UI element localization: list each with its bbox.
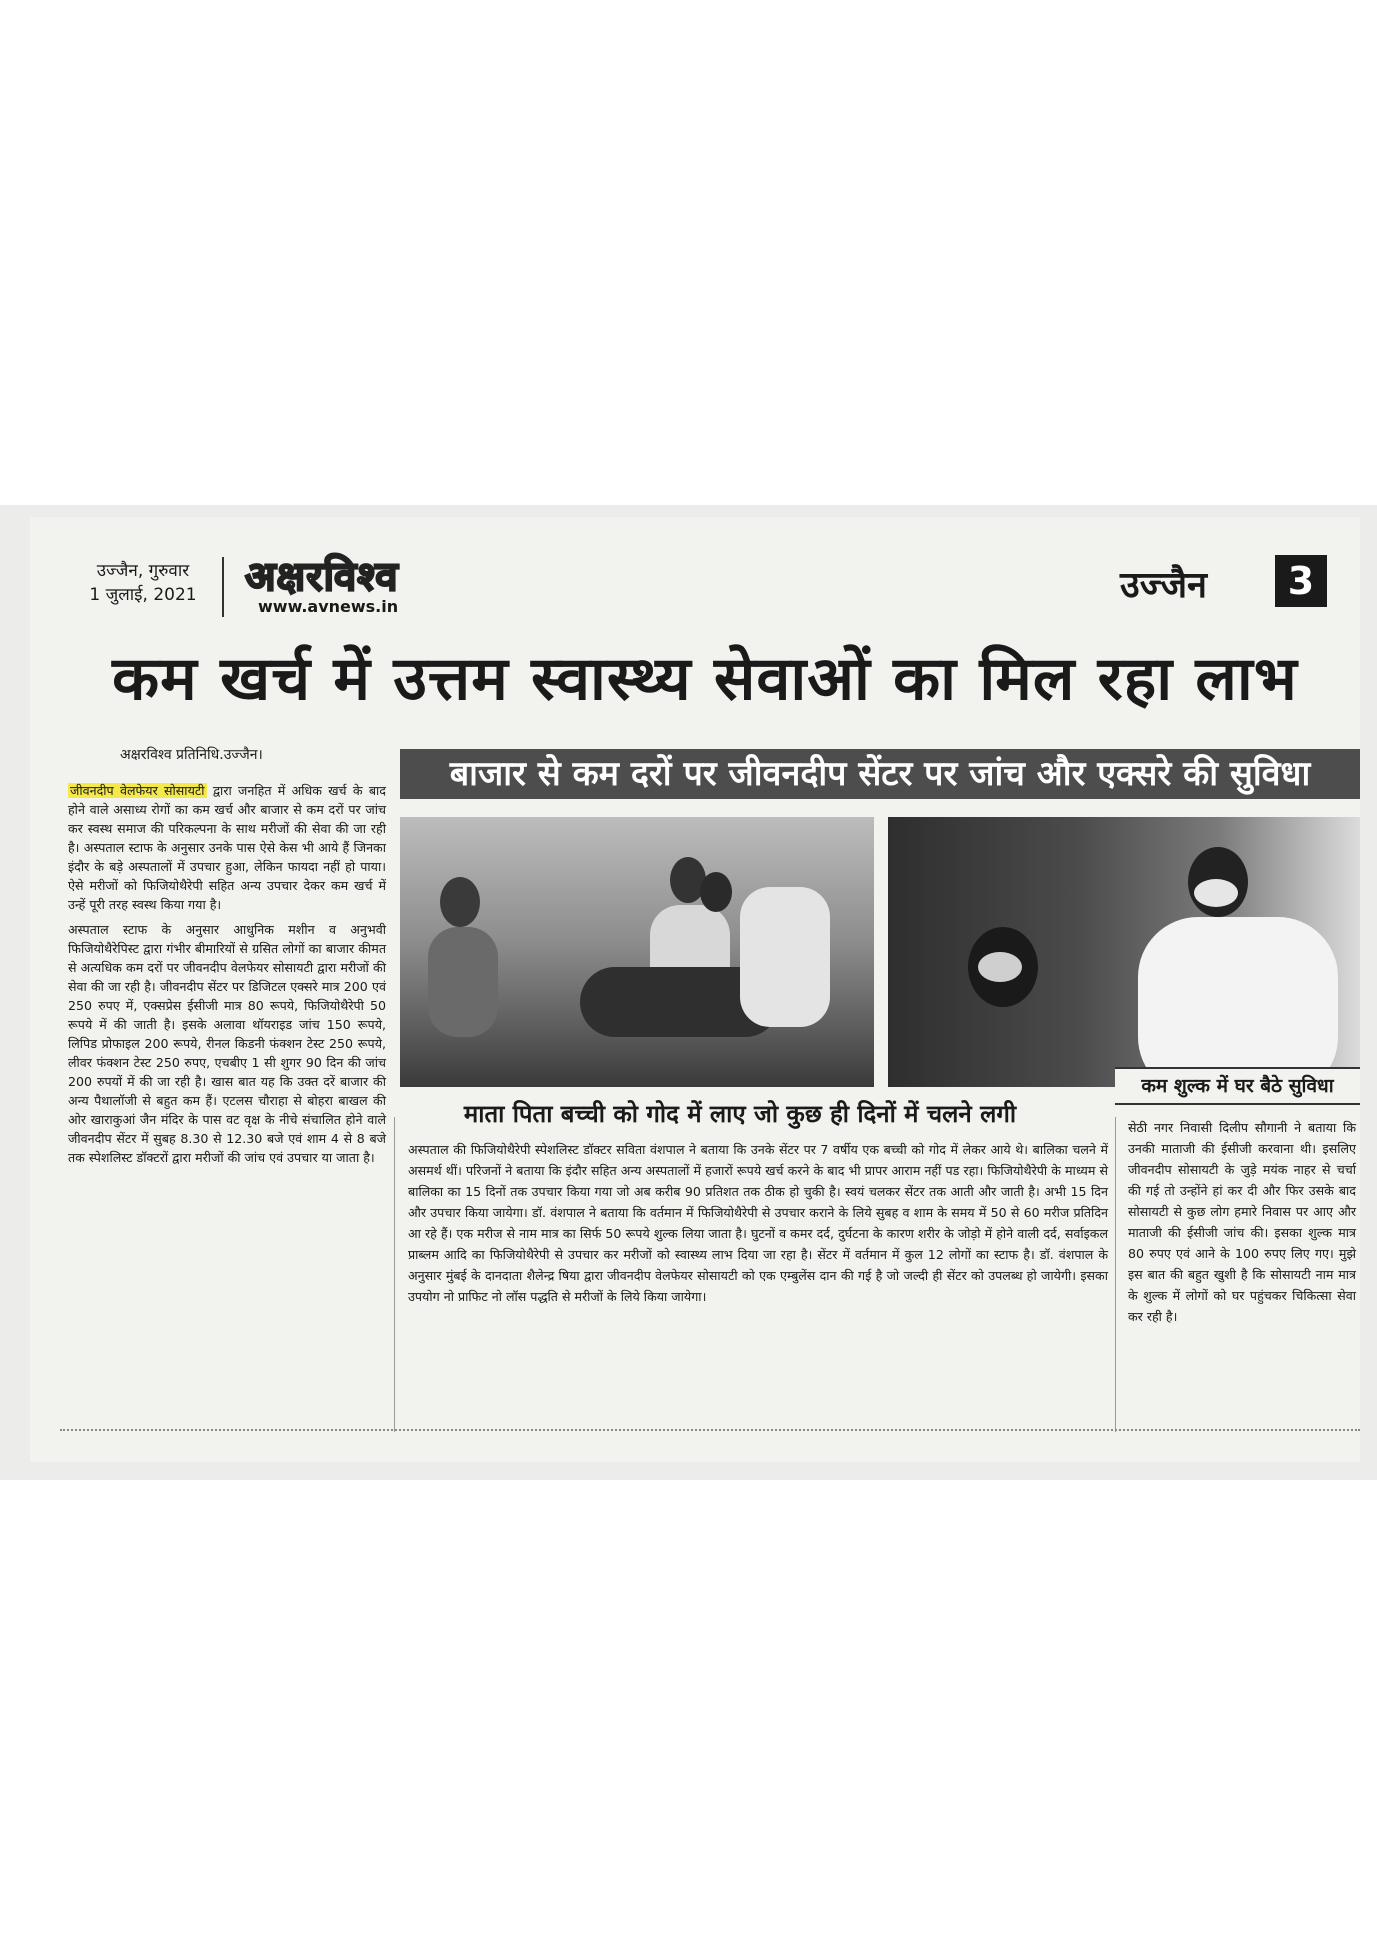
issue-date: 1 जुलाई, 2021 bbox=[89, 585, 197, 605]
sub-headline-banner: बाजार से कम दरों पर जीवनदीप सेंटर पर जांच और एक्सरे की सुविधा bbox=[400, 749, 1360, 799]
photo-ecg-checkup bbox=[888, 817, 1360, 1087]
highlighted-text: जीवनदीप वेलफेयर सोसायटी bbox=[70, 783, 205, 798]
main-headline: कम खर्च में उत्तम स्वास्थ्य सेवाओं का मिल रहा लाभ bbox=[112, 644, 1298, 714]
page-number: 3 bbox=[1275, 555, 1327, 607]
newspaper-page bbox=[30, 517, 1360, 1462]
dateline bbox=[68, 559, 218, 607]
column-rule-2 bbox=[1115, 1117, 1116, 1432]
bottom-dotted-rule bbox=[60, 1429, 1360, 1431]
newspaper-scan bbox=[0, 505, 1377, 1480]
story-2-title: माता पिता बच्ची को गोद में लाए जो कुछ ही दिनों में चलने लगी bbox=[463, 1100, 1017, 1128]
column-rule-1 bbox=[394, 1117, 395, 1432]
paragraph-2: अस्पताल स्टाफ के अनुसार आधुनिक मशीन व अनुभवी फिजियोथैरेपिस्ट द्वारा गंभीर बीमारियों से ग्रसित लोगों का बाजार कीमत से अत्यधिक कम दरों पर जीवनदीप वेलफेयर सोसायटी द्वारा मरीजों की सेवा की जा रही है। जीवनदीप सेंटर पर डिजिटल एक्सरे मात्र 200 एवं 250 रुपए में, एक्सप्रेस ईसीजी मात्र 80 रूपये, फिजियोथैरेपी 50 रूपये में की जाती है। इसके अलावा थॉयराइड जांच 150 रूपये, लिपिड प्रोफाइल 200 रूपये, रीनल किडनी फंक्शन टेस्ट 250 रूपये, लीवर फंक्शन टेस्ट 250 रुपए, एचबीए 1 सी शुगर 90 दिन की जांच 200 रुपयों में की जा रही है। खास बात यह कि उक्त दरें बाजार की अन्य पैथालॉजी से बहुत कम हैं। एटलस चौराहा से बोहरा बाखल की ओर खाराकुआं जैन मंदिर के पास वट वृक्ष के नीचे संचालित होने वाले जीवनदीप सेंटर में सुबह 8.30 से 12.30 बजे एवं शाम 4 से 8 बजे तक स्पेशलिस्ट डॉक्टरों द्वारा मरीजों की जांच एवं उपचार या जाता है। bbox=[68, 922, 386, 1165]
article-column-1 bbox=[68, 781, 386, 1173]
paragraph-1-rest: द्वारा जनहित में अधिक खर्च के बाद होने वाले असाध्य रोगों का कम खर्च और बाजार से कम दरों पर जांच कर स्वस्थ समाज की परिकल्पना के साथ मरीजों की सेवा की जा रही है। अस्पताल स्टाफ के अनुसार उनके पास ऐसे केस भी आये हैं जिनका इंदौर के बड़े अस्पतालों में उपचार हुआ, लेकिन फायदा नहीं हो पाया। ऐसे मरीजों को फिजियोथैरेपी सहित अन्य उपचार देकर कम खर्च में उन्हें पूरी तरह स्वस्थ किया गया है। bbox=[68, 783, 386, 912]
byline: अक्षरविश्व प्रतिनिधि.उज्जैन। bbox=[120, 747, 263, 763]
newspaper-logo: अक्षरविश्व bbox=[245, 553, 399, 600]
story-2-body: अस्पताल की फिजियोथैरेपी स्पेशलिस्ट डॉक्टर सविता वंशपाल ने बताया कि उनके सेंटर पर 7 वर्षीय एक बच्ची को गोद में लेकर आये थे। बालिका चलने में असमर्थ थीं। परिजनों ने बताया कि इंदौर सहित अन्य अस्पतालों में हजारों रूपये खर्च करने के बाद भी प्रापर आराम नहीं पड रहा। फिजियोथैरेपी के माध्यम से बालिका का 15 दिनों तक उपचार किया गया जो अब करीब 90 प्रतिशत तक ठीक हो चुकी है। स्वयं चलकर सेंटर तक आती और जाती है। अभी 15 दिन और उपचार किया जायेगा। डॉ. वंशपाल ने बताया कि वर्तमान में फिजियोथैरेपी से उपचार कराने के लिये सुबह व शाम के समय में 50 से 60 मरीज प्रतिदिन आ रहे हैं। एक मरीज से नाम मात्र का सिर्फ 50 रूपये शुल्क लिया जाता है। घुटनों व कमर दर्द, दुर्घटना के कारण शरीर के जोड़ो में होने वाली दर्द, सर्वाइकल प्राब्लम आदि का फिजियोथैरेपी से उपचार कर मरीजों को स्वास्थ्य लाभ दिया जा रहा है। सेंटर में वर्तमान में कुल 12 लोगों का स्टाफ है। डॉ. वंशपाल के अनुसार मुंबई के दानदाता शैलेन्द्र षिया द्वारा जीवनदीप वेलफेयर सोसायटी को एक एम्बुलेंस दान की गई है जो जल्दी ही सेंटर को उपलब्ध हो जायेगी। इसका उपयोग नो प्राफिट नो लॉस पद्धति से मरीजों के लिये किया जायेगा। bbox=[408, 1142, 1108, 1304]
story-3-title: कम शुल्क में घर बैठे सुविधा bbox=[1115, 1067, 1360, 1105]
story-3-body: सेठी नगर निवासी दिलीप सौगानी ने बताया कि उनकी माताजी की ईसीजी करवाना थी। इसलिए जीवनदीप सोसायटी के जुड़े मयंक नाहर से चर्चा की गई तो उन्होंने हां कर दी और फिर उसके बाद सोसायटी से कुछ लोग हमारे निवास पर आए और माताजी की ईसीजी जांच की। इसका शुल्क मात्र 80 रुपए एवं आने के 100 रुपए लिए गए। मुझे इस बात की बहुत खुशी है कि सोसायटी नाम मात्र के शुल्क में लोगों को घर पहुंचकर चिकित्सा सेवा कर रही है। bbox=[1128, 1120, 1356, 1324]
masthead-divider bbox=[222, 557, 224, 617]
paragraph-1 bbox=[68, 781, 386, 914]
city-day: उज्जैन, गुरुवार bbox=[96, 561, 190, 581]
photo-xray-room bbox=[400, 817, 874, 1087]
website-url: www.avnews.in bbox=[258, 597, 399, 616]
section-title: उज्जैन bbox=[1120, 565, 1208, 606]
